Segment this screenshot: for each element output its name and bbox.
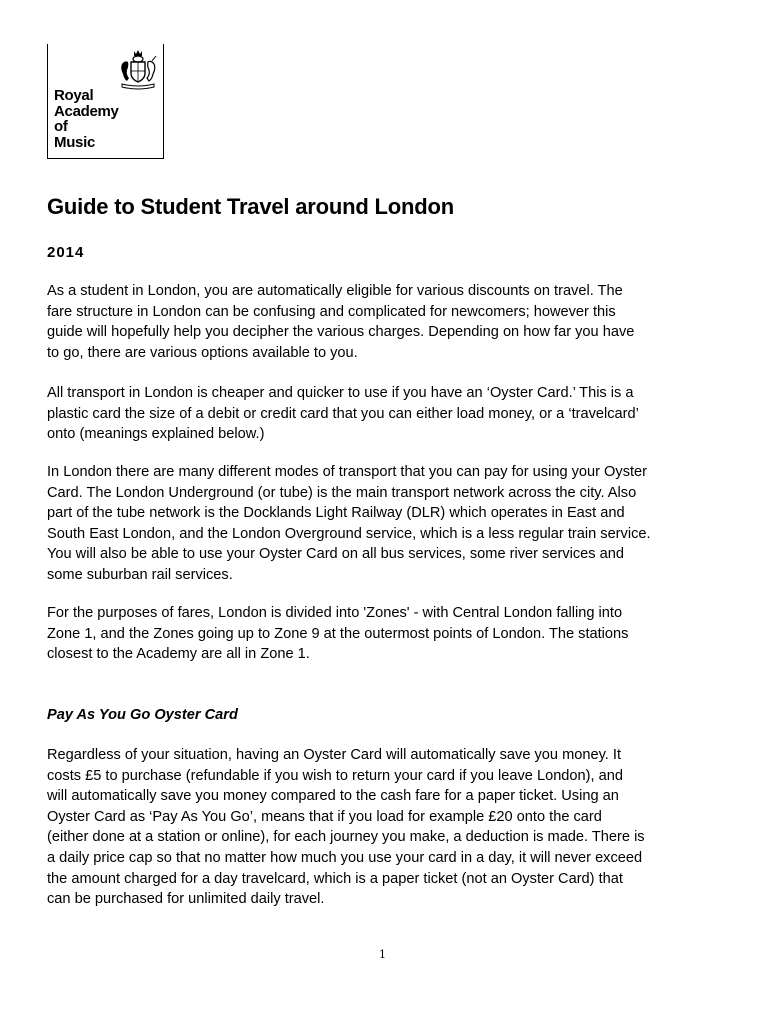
paragraph-transport-modes [47,462,737,586]
text-line: Card. The London Underground (or tube) is the main transport network across the city. Also [47,484,637,501]
logo-line-3: of [54,118,68,135]
paragraph-intro [47,281,737,363]
text-line: can be purchased for unlimited daily travel. [47,891,325,908]
document-year: 2014 [47,244,85,261]
paragraph-pay-as-you-go [47,745,737,910]
royal-coat-of-arms-icon [116,48,160,92]
text-line: onto (meanings explained below.) [47,426,265,443]
text-line: costs £5 to purchase (refundable if you wish to return your card if you leave London), and [47,767,623,784]
text-line: part of the tube network is the Docklands Light Railway (DLR) which operates in East and [47,505,625,522]
logo-wordmark [54,88,119,150]
logo-box [47,44,164,159]
text-line: As a student in London, you are automatically eligible for various discounts on travel. The [47,283,623,299]
text-line: some suburban rail services. [47,566,233,583]
text-line: Regardless of your situation, having an Oyster Card will automatically save you money. It [47,747,622,763]
text-line: You will also be able to use your Oyster Card on all bus services, some river services and [47,546,624,563]
text-line: Zone 1, and the Zones going up to Zone 9 at the outermost points of London. The stations [47,625,629,642]
text-line: closest to the Academy are all in Zone 1. [47,646,310,663]
text-line: to go, there are various options available to you. [47,344,358,361]
text-line: will automatically save you money compared to the cash fare for a paper ticket. Using an [47,788,619,805]
text-line: All transport in London is cheaper and quicker to use if you have an ‘Oyster Card.’ This is a [47,385,634,401]
text-line: Oyster Card as ‘Pay As You Go’, means that if you load for example £20 onto the card [47,808,602,825]
logo-line-2: Academy [54,102,119,120]
text-line: a daily price cap so that no matter how much you use your card in a day, it will never exceed [47,849,643,866]
text-line: For the purposes of fares, London is divided into 'Zones' - with Central London falling into [47,605,623,621]
text-line: fare structure in London can be confusing and complicated for newcomers; however this [47,303,616,320]
logo-line-4: Music [54,133,96,151]
document-title: Guide to Student Travel around London [47,194,454,219]
text-line: South East London, and the London Overground service, which is a less regular train service. [47,525,651,542]
text-line: In London there are many different modes of transport that you can pay for using your Oyster [47,464,648,480]
logo-line-1: Royal [54,87,94,104]
text-line: (either done at a station or online), for each journey you make, a deduction is made. There is [47,829,645,846]
text-line: plastic card the size of a debit or credit card that you can either load money, or a ‘travelcard’ [47,405,639,422]
section-heading-pay-as-you-go: Pay As You Go Oyster Card [47,707,238,723]
paragraph-zones [47,603,737,665]
text-line: guide will hopefully help you decipher the various charges. Depending on how far you have [47,324,635,341]
text-line: the amount charged for a day travelcard, which is a paper ticket (not an Oyster Card) that [47,870,623,887]
page-number: 1 [379,948,386,961]
paragraph-oyster-intro [47,383,737,445]
